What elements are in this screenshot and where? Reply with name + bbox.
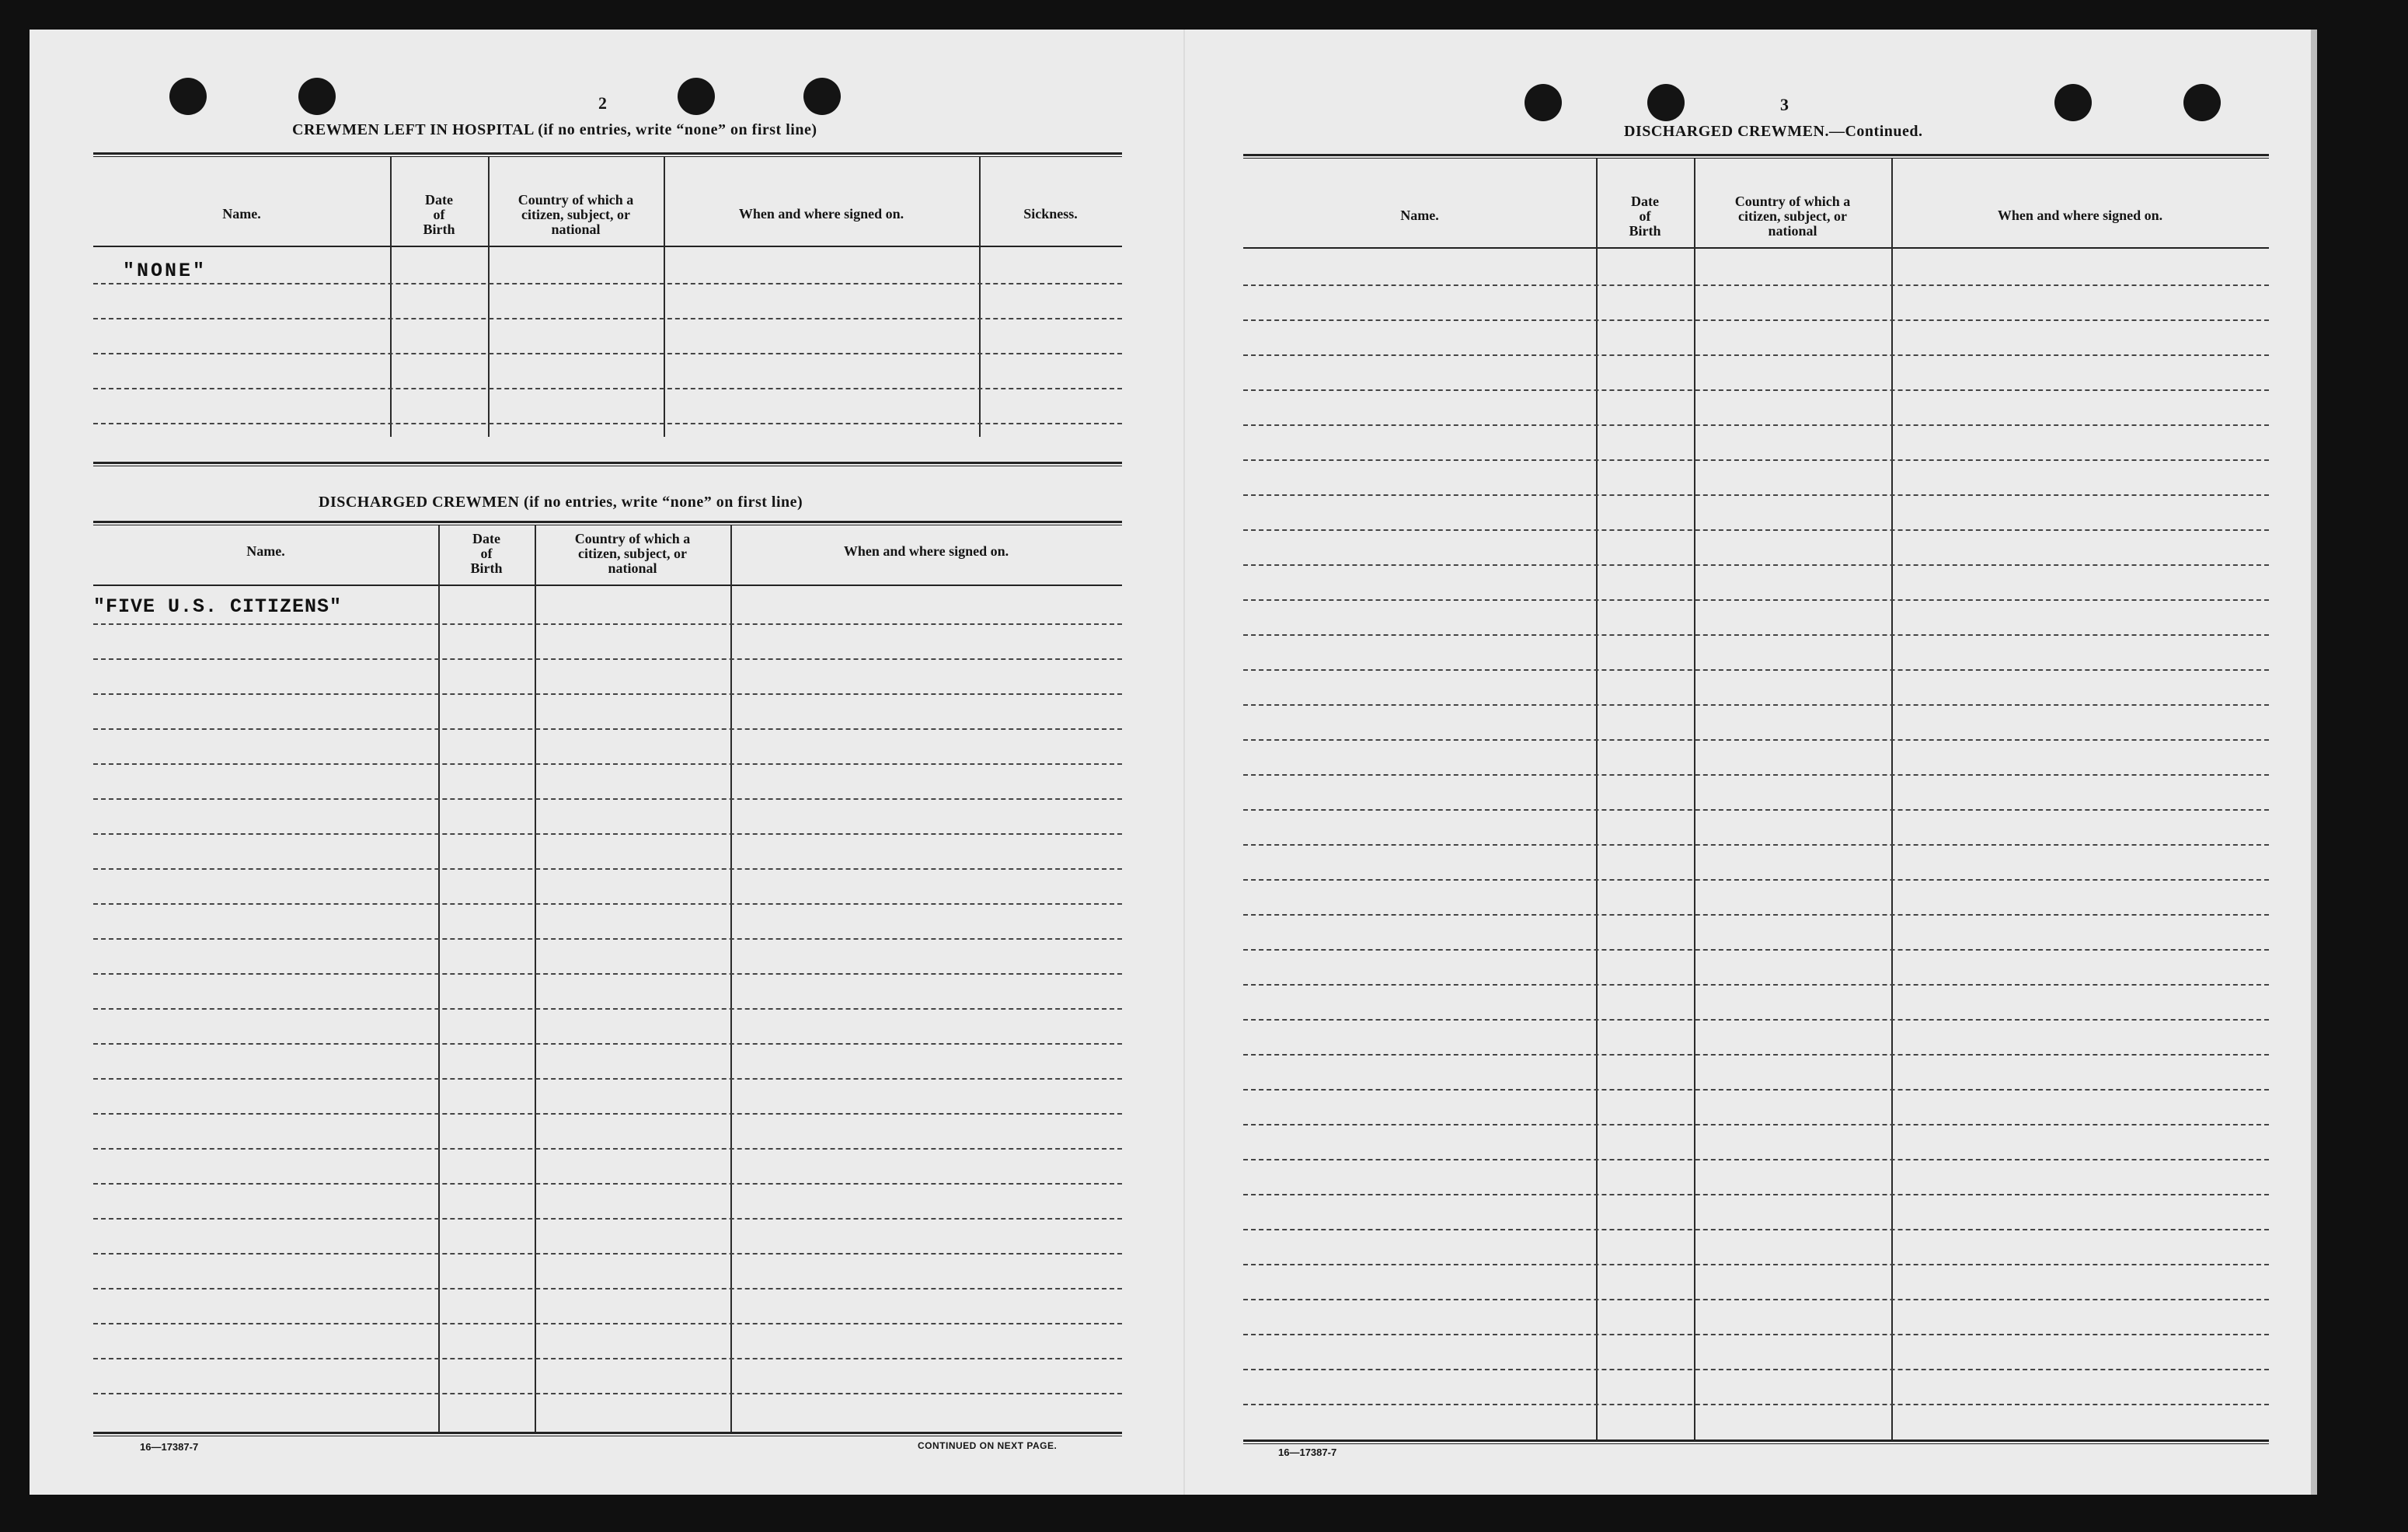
punch-hole	[2054, 84, 2092, 121]
column-divider	[1694, 159, 1695, 1441]
table-row	[93, 658, 1122, 660]
column-header-name: Name.	[1400, 208, 1439, 223]
table-row	[93, 1358, 1122, 1359]
column-header-signed-on: When and where signed on.	[738, 206, 904, 222]
table-row	[1243, 1404, 2269, 1405]
table-row	[93, 1148, 1122, 1150]
table-row	[1243, 669, 2269, 671]
table-row	[1243, 1089, 2269, 1091]
hospital-table	[93, 152, 1122, 468]
page-number: 3	[1780, 95, 1789, 114]
header-rule	[1243, 247, 2269, 249]
page-number: 2	[598, 93, 607, 113]
punch-hole	[1647, 84, 1685, 121]
column-divider	[730, 525, 732, 1433]
table-row	[1243, 1369, 2269, 1370]
table-row	[1243, 949, 2269, 951]
discharged-entry-name: "FIVE U.S. CITIZENS"	[93, 595, 343, 618]
table-row	[93, 423, 1122, 424]
table-row	[1243, 389, 2269, 391]
right-page	[1183, 30, 2319, 1495]
column-divider	[1596, 159, 1598, 1441]
discharged-continued-title: DISCHARGED CREWMEN.—Continued.	[1624, 123, 1923, 140]
table-row	[1243, 1019, 2269, 1021]
discharged-continued-table	[1243, 154, 2269, 1447]
column-divider	[979, 157, 981, 437]
table-row	[1243, 774, 2269, 776]
punch-hole	[803, 78, 841, 115]
table-row	[1243, 914, 2269, 916]
table-row	[1243, 1299, 2269, 1300]
left-page	[30, 30, 1183, 1495]
table-row	[93, 1218, 1122, 1220]
table-row	[1243, 984, 2269, 986]
table-row	[1243, 1159, 2269, 1160]
table-top-rule	[93, 152, 1122, 157]
table-row	[1243, 1194, 2269, 1195]
table-row	[93, 1078, 1122, 1080]
form-number: 16—17387-7	[1278, 1447, 1337, 1458]
table-row	[1243, 739, 2269, 741]
table-top-rule	[93, 521, 1122, 525]
hospital-section-title: CREWMEN LEFT IN HOSPITAL (if no entries, write “none” on first line)	[292, 121, 817, 138]
table-row	[1243, 879, 2269, 881]
table-row	[93, 388, 1122, 389]
table-row	[93, 623, 1122, 625]
discharged-section-title: DISCHARGED CREWMEN (if no entries, write “none” on first line)	[319, 494, 803, 511]
punch-hole	[2183, 84, 2221, 121]
column-header-sickness: Sickness.	[1023, 206, 1078, 222]
table-row	[1243, 704, 2269, 706]
table-row	[93, 1183, 1122, 1185]
table-row	[93, 693, 1122, 695]
column-header-signed-on: When and where signed on.	[843, 543, 1009, 559]
table-row	[93, 1043, 1122, 1045]
table-row	[1243, 599, 2269, 601]
table-row	[93, 1113, 1122, 1115]
table-row	[1243, 1229, 2269, 1230]
table-row	[1243, 1054, 2269, 1056]
punch-hole	[678, 78, 715, 115]
table-row	[93, 938, 1122, 940]
table-bottom-rule	[93, 1432, 1122, 1436]
column-header-date-of-birth: Date of Birth	[423, 192, 455, 237]
scanned-form	[30, 30, 2317, 1495]
table-row	[1243, 564, 2269, 566]
column-header-country: Country of which a citizen, subject, or national	[1734, 194, 1851, 239]
column-divider	[664, 157, 665, 437]
table-row	[1243, 459, 2269, 461]
table-row	[93, 1008, 1122, 1010]
table-row	[1243, 284, 2269, 286]
punch-hole	[298, 78, 336, 115]
hospital-entry-name: "NONE"	[123, 260, 207, 282]
column-header-country: Country of which a citizen, subject, or national	[574, 531, 691, 576]
column-divider	[438, 525, 440, 1433]
table-row	[93, 318, 1122, 319]
discharged-table	[93, 521, 1122, 1438]
table-row	[1243, 809, 2269, 811]
column-header-country: Country of which a citizen, subject, or national	[517, 192, 634, 237]
column-header-date-of-birth: Date of Birth	[1629, 194, 1661, 239]
table-row	[93, 1393, 1122, 1394]
table-bottom-rule	[93, 462, 1122, 466]
form-number: 16—17387-7	[140, 1441, 199, 1453]
table-row	[93, 1323, 1122, 1324]
table-row	[93, 903, 1122, 905]
table-row	[1243, 319, 2269, 321]
table-row	[93, 763, 1122, 765]
table-row	[1243, 1124, 2269, 1125]
table-row	[93, 1253, 1122, 1255]
table-row	[1243, 844, 2269, 846]
column-header-date-of-birth: Date of Birth	[470, 531, 503, 576]
table-row	[93, 868, 1122, 870]
table-row	[1243, 1264, 2269, 1265]
table-bottom-rule	[1243, 1440, 2269, 1444]
table-row	[1243, 634, 2269, 636]
table-row	[93, 798, 1122, 800]
continued-note: CONTINUED ON NEXT PAGE.	[918, 1440, 1058, 1451]
table-row	[1243, 424, 2269, 426]
table-top-rule	[1243, 154, 2269, 159]
table-row	[1243, 494, 2269, 496]
punch-hole	[1525, 84, 1562, 121]
column-divider	[535, 525, 536, 1433]
table-row	[93, 283, 1122, 284]
header-rule	[93, 246, 1122, 247]
table-row	[1243, 354, 2269, 356]
column-header-name: Name.	[222, 206, 261, 222]
column-header-name: Name.	[246, 543, 285, 559]
column-divider	[1891, 159, 1893, 1441]
table-row	[93, 353, 1122, 354]
table-row	[93, 728, 1122, 730]
header-rule	[93, 585, 1122, 586]
table-row	[93, 833, 1122, 835]
table-row	[93, 973, 1122, 975]
table-row	[93, 1288, 1122, 1289]
punch-hole	[169, 78, 207, 115]
table-row	[1243, 529, 2269, 531]
column-header-signed-on: When and where signed on.	[1997, 208, 2163, 223]
table-row	[1243, 1334, 2269, 1335]
